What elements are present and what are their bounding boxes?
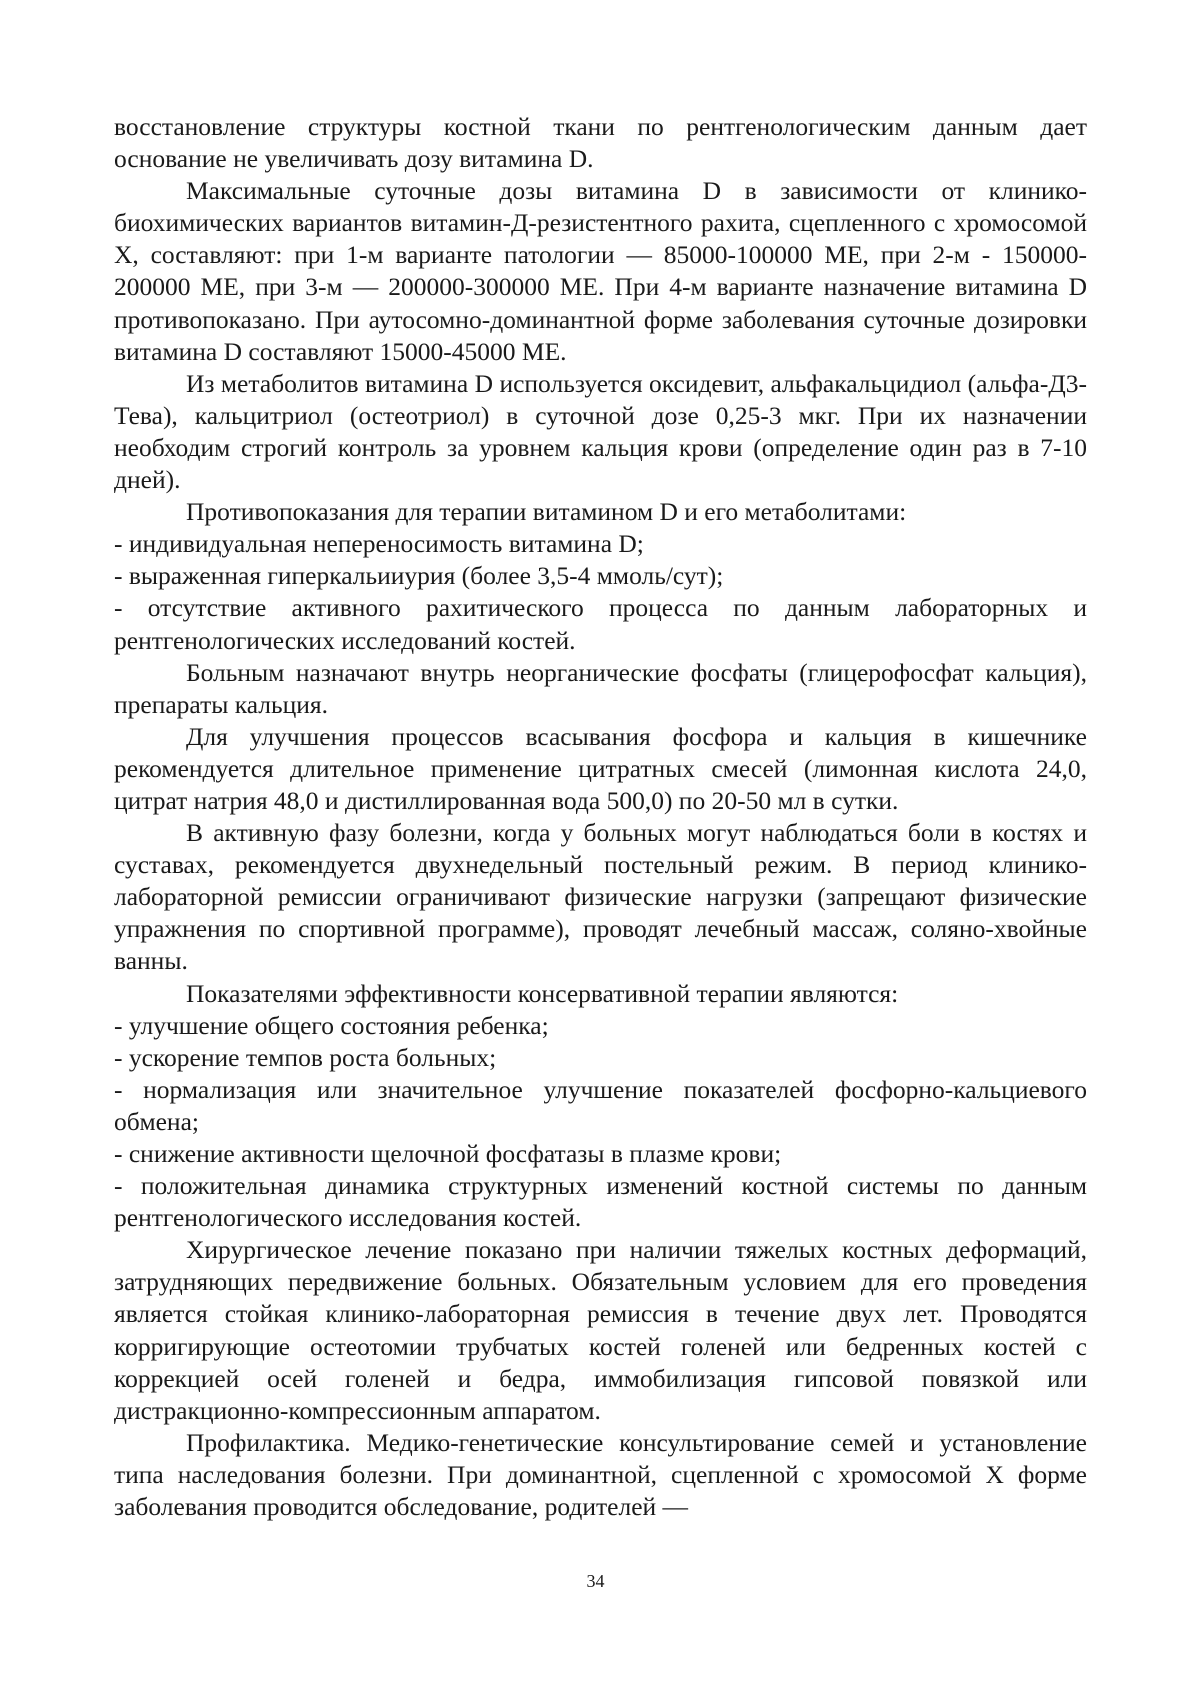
paragraph: Показателями эффективности консервативной терапии являются:: [186, 978, 899, 1008]
list-item: - отсутствие активного рахитического процесса по данным лабораторных и рентгенологических исследований костей.: [114, 593, 1087, 655]
page-number: 34: [586, 1571, 605, 1591]
paragraph: Профилактика. Медико-генетические консультирование семей и установление типа наследования болезни. При доминантной, сцепленной с хромосомой Х форме заболевания проводится обследование, родителей —: [114, 1427, 1087, 1522]
list-item: - нормализация или значительное улучшение показателей фосфорно-кальциевого обмена;: [114, 1074, 1087, 1136]
list-item: - улучшение общего состояния ребенка;: [114, 1010, 549, 1040]
paragraph: Максимальные суточные дозы витамина D в зависимости от клинико-биохимических вариантов витамин-Д-резистентного рахита, сцепленного с хромосомой Х, составляют: при 1-м варианте патологии — 85000-100000 МЕ, при 2-м - 150000-200000 МЕ, при 3-м — 200000-300000 МЕ. При 4-м варианте назначение витамина D противопоказано. При аутосомно-доминантной форме заболевания суточные дозировки витамина D составляют 15000-45000 МЕ.: [114, 176, 1087, 366]
paragraph: В активную фазу болезни, когда у больных могут наблюдаться боли в костях и суставах, рекомендуется двухнедельный постельный режим. В период клинико-лабораторной ремиссии ограничивают физические нагрузки (запрещают физические упражнения по спортивной программе), проводят лечебный массаж, соляно-хвойные ванны.: [114, 818, 1087, 976]
list-item: - положительная динамика структурных изменений костной системы по данным рентгенологического исследования костей.: [114, 1171, 1087, 1233]
paragraph: Противопоказания для терапии витамином D и его метаболитами:: [186, 497, 907, 527]
list-item: - ускорение темпов роста больных;: [114, 1042, 497, 1072]
list-item: - выраженная гиперкальииурия (более 3,5-4 ммоль/сут);: [114, 561, 724, 591]
list-item: - снижение активности щелочной фосфатазы в плазме крови;: [114, 1139, 782, 1168]
paragraph: Больным назначают внутрь неорганические фосфаты (глицерофосфат кальция), препараты кальция.: [114, 657, 1087, 719]
paragraph: Хирургическое лечение показано при наличии тяжелых костных деформаций, затрудняющих передвижение больных. Обязательным условием для его проведения является стойкая клинико-лабораторная ремиссия в течение двух лет. Проводятся корригирующие остеотомии трубчатых костей голеней или бедренных костей с коррекцией осей голеней и бедра, иммобилизация гипсовой повязкой или дистракционно-компрессионным аппаратом.: [114, 1235, 1087, 1425]
list-item: - индивидуальная непереносимость витамина D;: [114, 529, 644, 559]
paragraph: восстановление структуры костной ткани по рентгенологическим данным дает основание не увеличивать дозу витамина D.: [114, 112, 1087, 174]
document-body: [114, 111, 1087, 1523]
paragraph: Из метаболитов витамина D используется оксидевит, альфакальцидиол (альфа-Д3-Тева), кальцитриол (остеотриол) в суточной дозе 0,25-3 мкг. При их назначении необходим строгий контроль за уровнем кальция крови (определение один раз в 7-10 дней).: [114, 368, 1087, 495]
paragraph: Для улучшения процессов всасывания фосфора и кальция в кишечнике рекомендуется длительное применение цитратных смесей (лимонная кислота 24,0, цитрат натрия 48,0 и дистиллированная вода 500,0) по 20-50 мл в сутки.: [114, 721, 1087, 815]
